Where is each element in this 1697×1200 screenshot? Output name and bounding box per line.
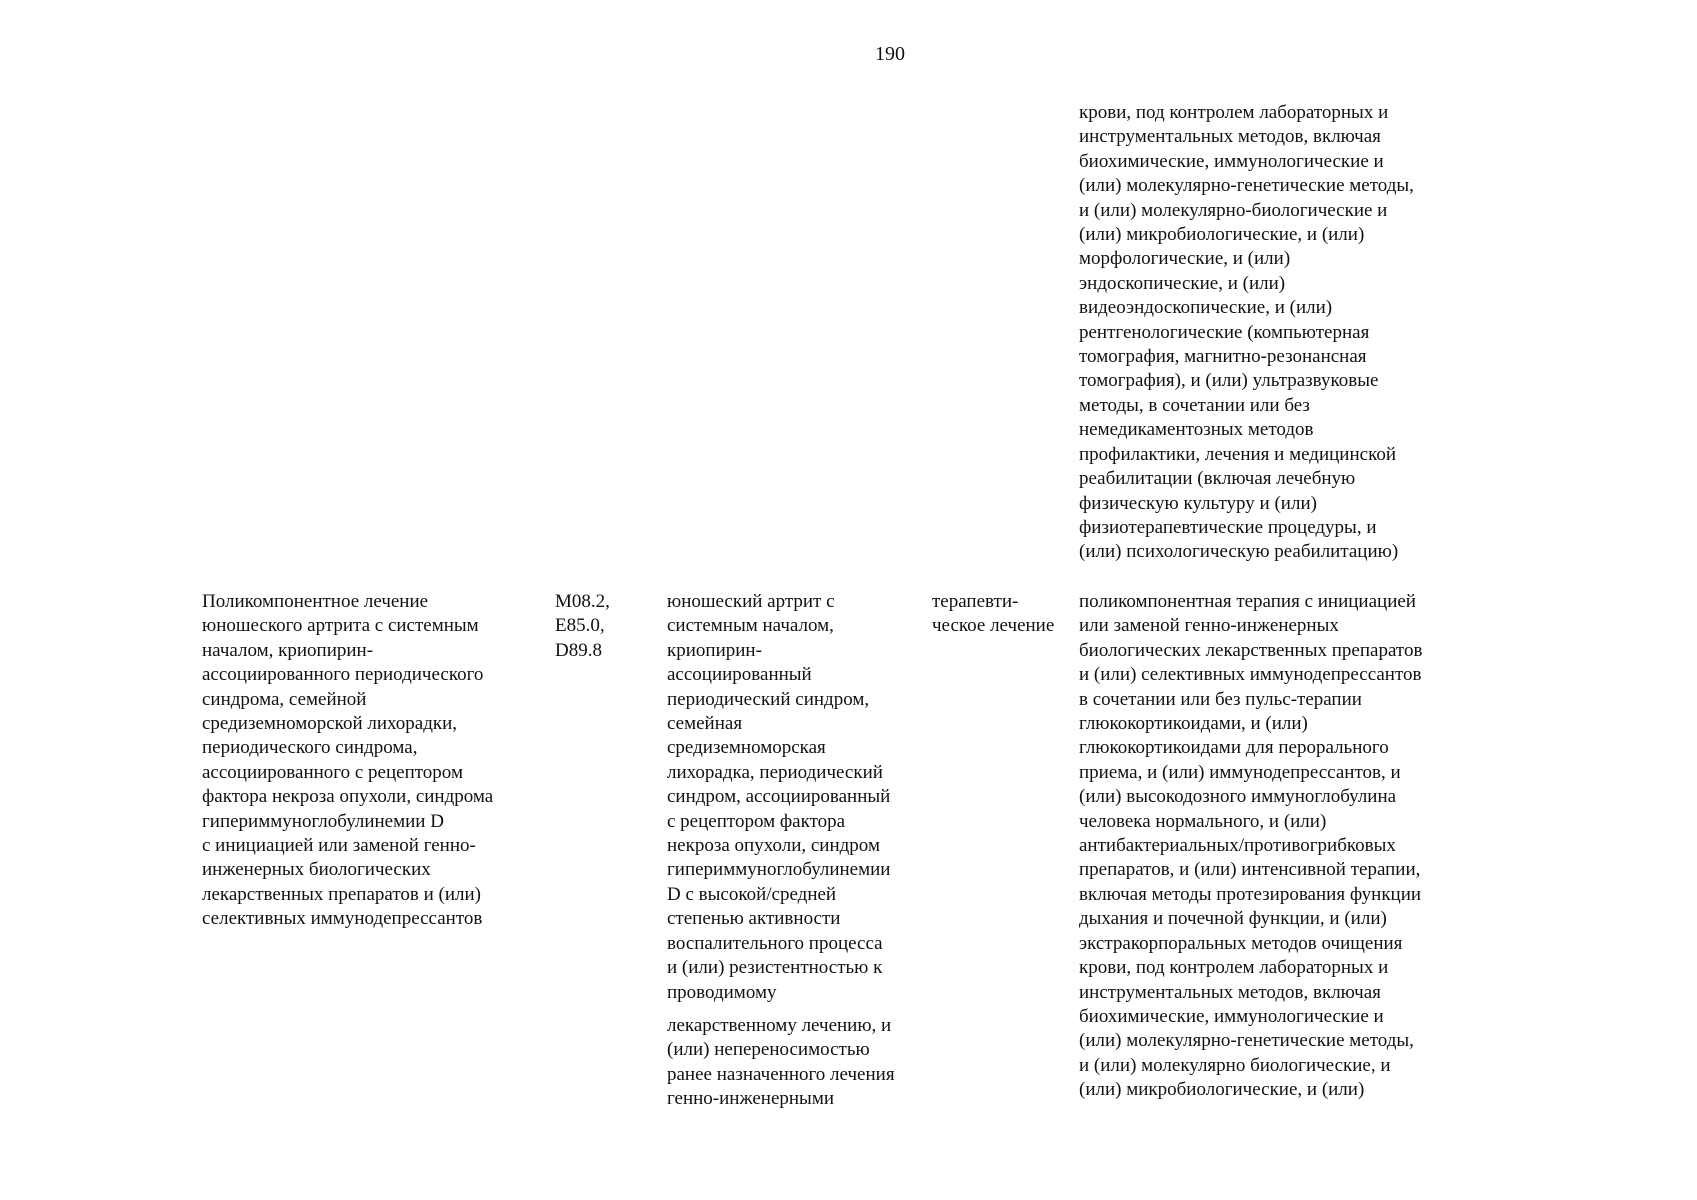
text-line: лекарственному лечению, и (667, 1015, 892, 1036)
text-line: D с высокой/средней (667, 883, 837, 905)
text-line: и (или) молекулярно-биологические и (1079, 199, 1388, 221)
text-line: (или) психологическую реабилитацию) (1079, 541, 1399, 563)
text-line: терапевти- (932, 591, 1019, 612)
text-line: (или) молекулярно-генетические методы, (1079, 175, 1414, 197)
text-line: гипериммуноглобулинемии D (202, 810, 444, 832)
text-line: инженерных биологических (202, 859, 431, 881)
text-line: лекарственных препаратов и (или) (202, 883, 481, 905)
text-line: и (или) селективных иммунодепрессантов (1079, 664, 1422, 686)
text-line: периодический синдром, (667, 688, 870, 710)
text-line: с рецептором фактора (667, 810, 846, 832)
text-line: томография), и (или) ультразвуковые (1079, 370, 1379, 392)
text-line: (или) молекулярно-генетические методы, (1079, 1030, 1414, 1052)
text-line: лихорадка, периодический (667, 761, 883, 783)
methods-continued-cell (1079, 101, 1414, 565)
text-line: проводимому (667, 981, 777, 1003)
text-line: гипериммуноглобулинемии (667, 859, 891, 881)
text-line: дыхания и почечной функции, и (или) (1079, 908, 1387, 930)
text-line: D89.8 (555, 639, 602, 661)
text-line: средиземноморская (667, 737, 826, 759)
treatment-methods-cell (1079, 590, 1422, 1103)
text-line: физическую культуру и (или) (1079, 492, 1317, 514)
text-line: приема, и (или) иммунодепрессантов, и (1079, 761, 1401, 783)
text-line: степенью активности (667, 908, 841, 930)
text-line: в сочетании или без пульс-терапии (1079, 688, 1362, 710)
text-line: началом, криопирин- (202, 639, 374, 661)
text-line: эндоскопические, и (или) (1079, 272, 1286, 294)
text-line: синдром, ассоциированный (667, 786, 891, 808)
text-line: юношеский артрит с (667, 591, 835, 612)
text-line: биохимические, иммунологические и (1079, 1005, 1384, 1027)
text-line: M08.2, (555, 591, 610, 612)
text-line: томография, магнитно-резонансная (1079, 346, 1367, 368)
text-line: юношеского артрита с системным (202, 615, 479, 637)
text-line: воспалительного процесса (667, 932, 883, 954)
text-line: методы, в сочетании или без (1079, 394, 1310, 416)
text-line: генно-инженерными (667, 1088, 835, 1110)
text-line: видеоэндоскопические, и (или) (1079, 297, 1333, 319)
patient-model-cell (667, 590, 890, 1005)
text-line: инструментальных методов, включая (1079, 981, 1381, 1003)
text-line: крови, под контролем лабораторных и (1079, 102, 1389, 123)
text-line: с инициацией или заменой генно- (202, 835, 476, 857)
text-line: включая методы протезирования функции (1079, 883, 1422, 905)
text-line: селективных иммунодепрессантов (202, 908, 483, 930)
icd-codes-cell (555, 590, 610, 663)
text-line: Поликомпонентное лечение (202, 591, 429, 612)
text-line: фактора некроза опухоли, синдрома (202, 786, 494, 808)
text-line: биохимические, иммунологические и (1079, 150, 1384, 172)
text-line: ческое лечение (932, 615, 1055, 637)
patient-model-cell-continued (667, 1014, 895, 1112)
text-line: реабилитации (включая лечебную (1079, 468, 1356, 490)
text-line: ассоциированного периодического (202, 664, 484, 686)
text-line: системным началом, (667, 615, 834, 637)
text-line: немедикаментозных методов (1079, 419, 1314, 441)
text-line: (или) высокодозного иммуноглобулина (1079, 786, 1397, 808)
text-line: (или) микробиологические, и (или) (1079, 224, 1365, 246)
page-number: 190 (875, 43, 905, 65)
text-line: экстракорпоральных методов очищения (1079, 932, 1403, 954)
text-line: некроза опухоли, синдром (667, 835, 880, 857)
text-line: антибактериальных/противогрибковых (1079, 835, 1396, 857)
text-line: криопирин- (667, 639, 762, 661)
text-line: (или) микробиологические, и (или) (1079, 1079, 1365, 1101)
treatment-type-cell (932, 590, 1054, 639)
text-line: глюкокортикоидами, и (или) (1079, 713, 1308, 735)
text-line: крови, под контролем лабораторных и (1079, 957, 1389, 979)
text-line: семейная (667, 713, 743, 735)
treatment-name-cell (202, 590, 493, 932)
text-line: профилактики, лечения и медицинской (1079, 443, 1396, 465)
text-line: периодического синдрома, (202, 737, 418, 759)
text-line: и (или) резистентностью к (667, 957, 883, 979)
text-line: поликомпонентная терапия с инициацией (1079, 591, 1416, 612)
text-line: синдрома, семейной (202, 688, 367, 710)
text-line: человека нормального, и (или) (1079, 810, 1327, 832)
text-line: E85.0, (555, 615, 605, 637)
text-line: средиземноморской лихорадки, (202, 713, 458, 735)
text-line: и (или) молекулярно биологические, и (1079, 1054, 1391, 1076)
text-line: инструментальных методов, включая (1079, 126, 1381, 148)
text-line: препаратов, и (или) интенсивной терапии, (1079, 859, 1421, 881)
text-line: ассоциированного с рецептором (202, 761, 463, 783)
text-line: глюкокортикоидами для перорального (1079, 737, 1389, 759)
text-line: (или) непереносимостью (667, 1039, 870, 1061)
text-line: или заменой генно-инженерных (1079, 615, 1339, 637)
text-line: рентгенологические (компьютерная (1079, 321, 1370, 343)
text-line: физиотерапевтические процедуры, и (1079, 516, 1377, 538)
text-line: ассоциированный (667, 664, 812, 686)
text-line: морфологические, и (или) (1079, 248, 1291, 270)
text-line: биологических лекарственных препаратов (1079, 639, 1423, 661)
text-line: ранее назначенного лечения (667, 1063, 895, 1085)
